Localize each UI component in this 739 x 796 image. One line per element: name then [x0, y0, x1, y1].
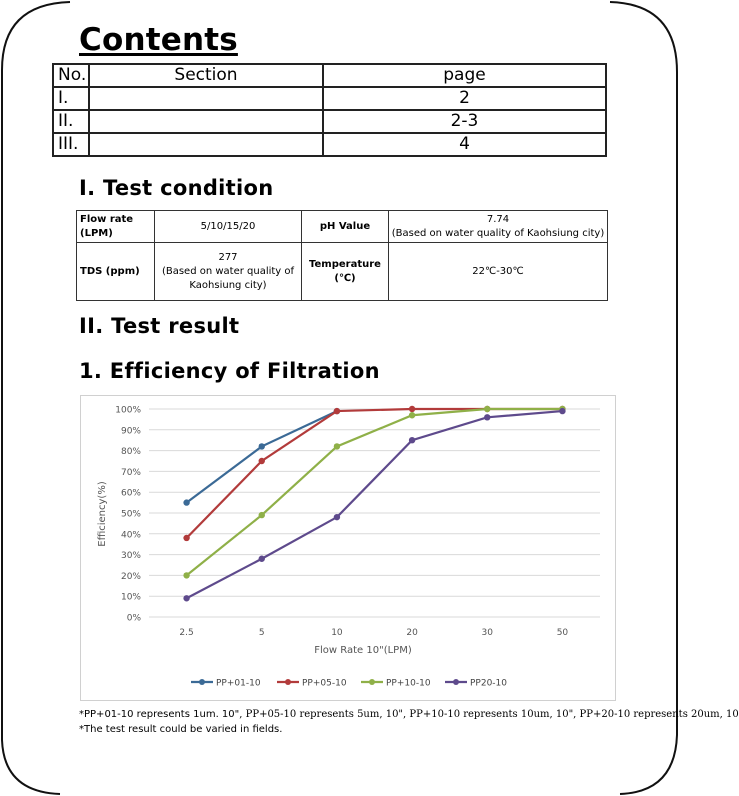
data-point [334, 514, 340, 520]
temperature-label: Temperature (℃) [302, 243, 389, 301]
note-line-1 [79, 709, 739, 720]
data-point [409, 406, 415, 412]
section-title-test-condition: I. Test condition [79, 176, 274, 200]
y-tick-label: 60% [120, 488, 141, 499]
header-page: page [323, 64, 606, 87]
ph-note: (Based on water quality of Kaohsiung city) [391, 227, 605, 239]
y-tick-label: 90% [120, 426, 141, 437]
x-tick-label: 2.5 [179, 628, 194, 638]
chart-legend [191, 679, 507, 689]
flow-rate-value: 5/10/15/20 [155, 211, 302, 243]
table-row [53, 133, 606, 156]
y-tick-label: 70% [120, 467, 141, 478]
subsection-title-efficiency: 1. Efficiency of Filtration [79, 359, 380, 383]
tds-label: TDS (ppm) [77, 243, 155, 301]
row-page: 2-3 [323, 110, 606, 133]
y-tick-label: 100% [115, 405, 141, 416]
y-tick-label: 50% [120, 509, 141, 520]
data-point [484, 406, 490, 412]
tds-note: (Based on water quality of Kaohsiung city) [161, 265, 295, 291]
legend-swatch-point [285, 679, 291, 685]
table-header-row [53, 64, 606, 87]
y-tick-label: 80% [120, 447, 141, 458]
y-tick-label: 40% [120, 530, 141, 541]
series-line [187, 411, 563, 598]
data-point [183, 572, 189, 578]
ph-label: pH Value [302, 211, 389, 243]
tds-value: 277 [218, 251, 238, 263]
table-row [53, 110, 606, 133]
row-section [89, 133, 323, 156]
x-tick-label: 20 [406, 628, 418, 638]
legend-label: PP20-10 [470, 678, 508, 689]
note-line-1-b: , PP+05-10 represents 5um, 10", PP+10-10 represents 10um, 10", PP+20-10 represents 20um, 10 [239, 709, 739, 720]
row-section [89, 87, 323, 110]
data-point [183, 595, 189, 601]
legend-label: PP+05-10 [302, 678, 347, 689]
efficiency-chart [80, 395, 616, 701]
legend-swatch-point [199, 679, 205, 685]
row-no: I. [53, 87, 89, 110]
test-condition-table [76, 210, 608, 301]
row-section [89, 110, 323, 133]
data-point [484, 414, 490, 420]
note-line-2: *The test result could be varied in fields. [79, 724, 283, 735]
legend-swatch-point [453, 679, 459, 685]
section-title-test-result: II. Test result [79, 314, 240, 338]
x-tick-label: 10 [331, 628, 343, 638]
data-point [334, 408, 340, 414]
row-no: II. [53, 110, 89, 133]
row-page: 2 [323, 87, 606, 110]
y-axis-label: Efficiency(%) [97, 481, 108, 547]
data-point [334, 443, 340, 449]
table-row [77, 211, 608, 243]
header-section: Section [89, 64, 323, 87]
row-no: III. [53, 133, 89, 156]
data-point [183, 499, 189, 505]
chart-grid [149, 409, 600, 617]
y-tick-labels [115, 406, 141, 624]
data-point [259, 512, 265, 518]
flow-rate-label: Flow rate (LPM) [77, 211, 155, 243]
data-point [259, 443, 265, 449]
series-line [187, 409, 563, 538]
row-page: 4 [323, 133, 606, 156]
x-tick-label: 30 [481, 628, 493, 638]
legend-label: PP+10-10 [386, 678, 431, 689]
x-tick-label: 5 [258, 628, 265, 638]
y-tick-label: 30% [120, 551, 141, 562]
tds-cell [155, 243, 302, 301]
contents-title: Contents [79, 22, 238, 58]
x-tick-labels [179, 628, 568, 638]
data-point [183, 535, 189, 541]
ph-cell [389, 211, 608, 243]
y-tick-label: 0% [126, 613, 141, 624]
legend-swatch-point [369, 679, 375, 685]
temperature-value: 22℃-30℃ [389, 243, 608, 301]
header-no: No. [53, 64, 89, 87]
table-row [77, 243, 608, 301]
data-point [409, 437, 415, 443]
data-point [409, 412, 415, 418]
y-tick-label: 20% [120, 571, 141, 582]
data-point [559, 408, 565, 414]
ph-value: 7.74 [486, 213, 510, 225]
data-point [259, 556, 265, 562]
y-tick-label: 10% [120, 592, 141, 603]
efficiency-chart-svg [81, 396, 615, 700]
x-tick-label: 50 [556, 628, 569, 638]
chart-series [183, 406, 565, 602]
data-point [259, 458, 265, 464]
table-row [53, 87, 606, 110]
x-axis-label: Flow Rate 10"(LPM) [314, 645, 412, 656]
legend-label: PP+01-10 [216, 678, 261, 689]
contents-table [52, 63, 607, 157]
note-line-1-a: *PP+01-10 represents 1um. 10" [79, 709, 240, 720]
